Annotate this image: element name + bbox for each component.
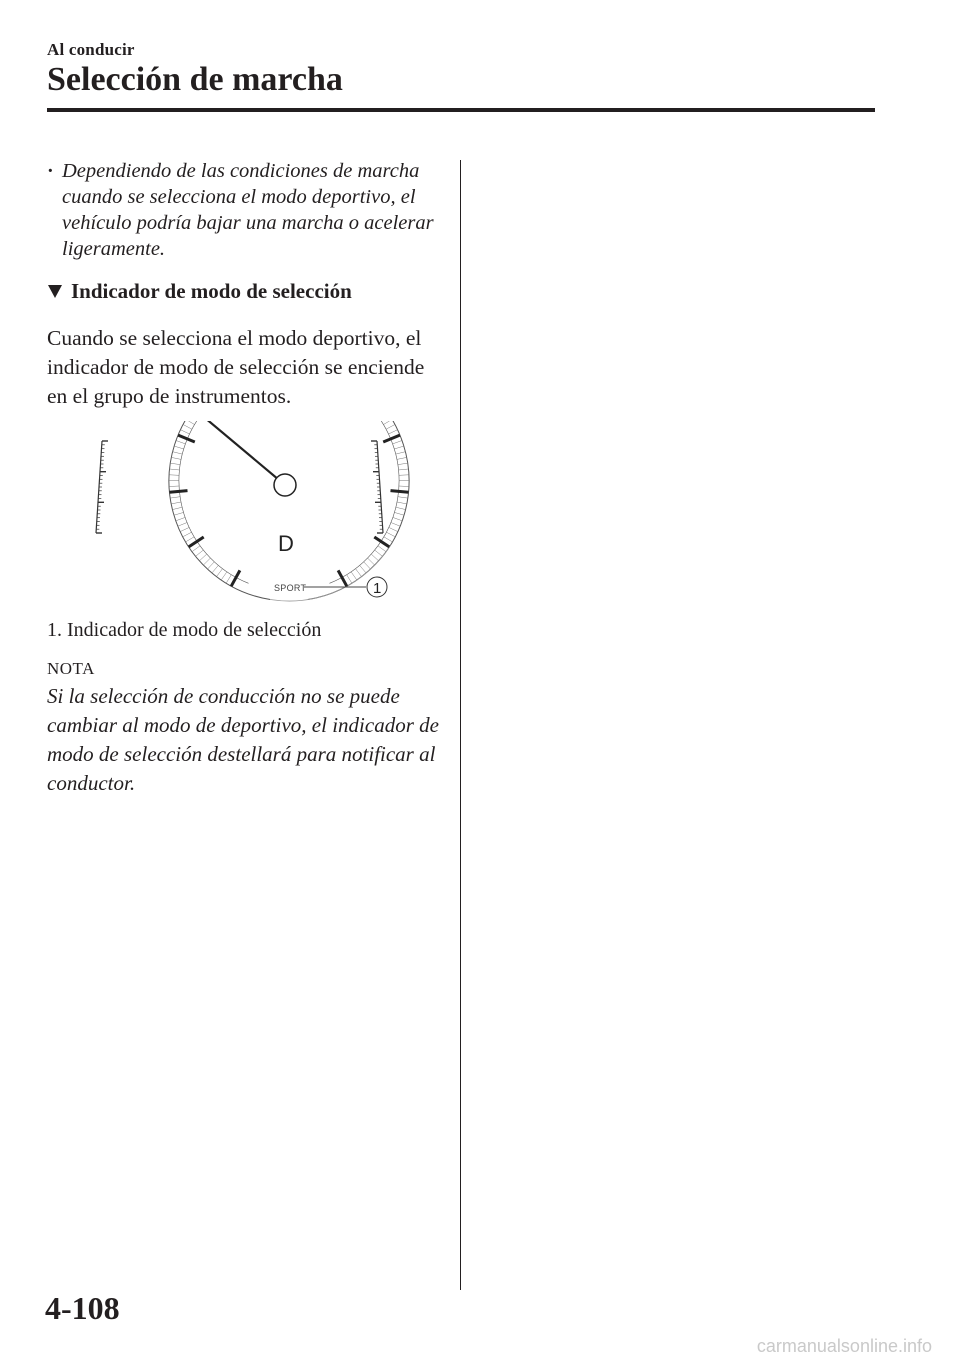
note-label: NOTA — [47, 659, 95, 678]
left-column — [47, 158, 447, 798]
needle-hub-icon — [274, 474, 296, 496]
section-label: Al conducir — [47, 40, 135, 59]
tachometer-gauge-icon — [94, 421, 424, 603]
header-rule — [47, 108, 875, 112]
column-divider — [460, 160, 461, 1290]
triangle-down-icon — [48, 285, 62, 298]
bullet-text: Dependiendo de las condiciones de marcha cuando se selecciona el modo deportivo, el vehículo podría bajar una marcha o acelerar ligeramente. — [62, 160, 434, 260]
subheading — [47, 278, 447, 304]
sport-mode-indicator: SPORT — [274, 583, 307, 593]
bullet-item — [47, 158, 447, 262]
needle-icon — [192, 421, 285, 485]
outer-left-scale — [96, 441, 108, 533]
gauge-figure — [94, 421, 424, 603]
subheading-text: Indicador de modo de selección — [71, 279, 352, 303]
page-header — [47, 40, 343, 99]
figure-caption: 1. Indicador de modo de selección — [47, 619, 322, 641]
note-text: Si la selección de conducción no se puede cambiar al modo de deportivo, el indicador de modo de selección destellará para notificar al conductor. — [47, 684, 439, 795]
gear-indicator: D — [278, 531, 294, 556]
gauge-ring — [169, 421, 409, 601]
page-number: 4-108 — [45, 1290, 120, 1326]
watermark: carmanualsonline.info — [756, 1336, 932, 1356]
outer-right-scale — [371, 441, 383, 533]
bullet-dot: · — [47, 160, 54, 182]
body-paragraph: Cuando se selecciona el modo deportivo, el indicador de modo de selección se enciende en el grupo de instrumentos. — [47, 326, 425, 408]
callout-number: 1 — [373, 580, 382, 597]
chapter-title: Selección de marcha — [47, 61, 343, 98]
